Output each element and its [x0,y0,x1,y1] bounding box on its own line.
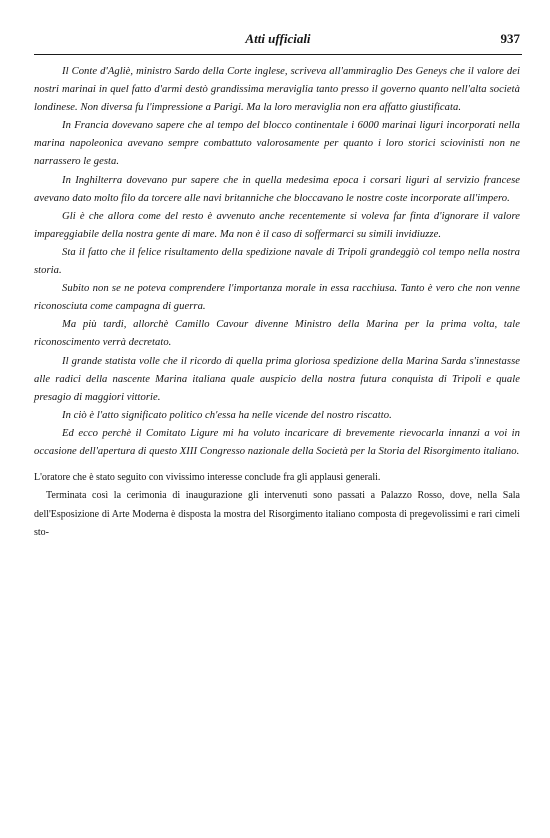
paragraph: Ma più tardi, allorchè Camillo Cavour divenne Ministro della Marina per la prima volta, tale riconoscimento verrà decretato. [34,319,520,349]
running-title: Atti ufficiali [245,31,311,46]
paragraph: Gli è che allora come del resto è avvenuto anche recentemente si voleva far finta d'ignorare il valore impareggiabile della nostra gente di mare. Ma non è il caso di soffermarci su simili invidiuzze. [34,210,520,240]
paragraph: Terminata così la cerimonia di inaugurazione gli intervenuti sono passati a Palazzo Rosso, dove, nella Sala dell'Esposizione di Arte Moderna è disposta la mostra del Risorgimento italiano composta di pregevolissimi e rari cimeli sto- [34,490,520,539]
page-body [34,63,520,543]
speech-text [34,63,520,461]
paragraph: In Francia dovevano sapere che al tempo del blocco continentale i 6000 marinai liguri incorporati nella marina napoleonica avevano sempre combattuto valorosamente per quanto i loro storici sciovinisti non ne narrassero le gesta. [34,120,520,168]
narrative-text [34,469,520,543]
paragraph: In ciò è l'atto significato politico ch'essa ha nelle vicende del nostro riscatto. [62,409,392,421]
paragraph: Il grande statista volle che il ricordo di quella prima gloriosa spedizione della Marina Sarda s'innestasse alle radici della nascente Marina italiana quale auspicio della nostra futura conquista di Tripoli e quale presagio di maggiori vittorie. [34,355,520,403]
paragraph: Il Conte d'Agliè, ministro Sardo della Corte inglese, scriveva all'ammiraglio Des Geneys che il valore dei nostri marinai in quel fatto d'armi destò grandissima meraviglia tanto presso il governo quanto nell'alta società londinese. Non diversa fu l'impressione a Parigi. Ma la loro meraviglia non era affatto giustificata. [34,66,520,114]
page-header [36,28,520,50]
paragraph: Ed ecco perchè il Comitato Ligure mi ha voluto incaricare di brevemente rievocarla innanzi a voi in occasione dell'apertura di questo XIII Congresso nazionale della Società per la Storia del Risorgimento italiano. [34,427,520,457]
page-number: 937 [500,31,520,46]
paragraph: In Inghilterra dovevano pur sapere che in quella medesima epoca i corsari liguri al servizio francese avevano dato molto filo da torcere alle navi britanniche che bloccavano le nostre coste incorporate all'impero. [34,174,520,204]
header-rule [34,54,522,55]
paragraph: Sta il fatto che il felice risultamento della spedizione navale di Tripoli grandeggiò col tempo nella nostra storia. [34,246,520,277]
paragraph: Subito non se ne poteva comprendere l'importanza morale in essa racchiusa. Tanto è vero che non venne riconosciuta come campagna di guerra. [34,283,520,313]
paragraph: L'oratore che è stato seguito con vivissimo interesse conclude fra gli applausi generali. [34,472,381,484]
